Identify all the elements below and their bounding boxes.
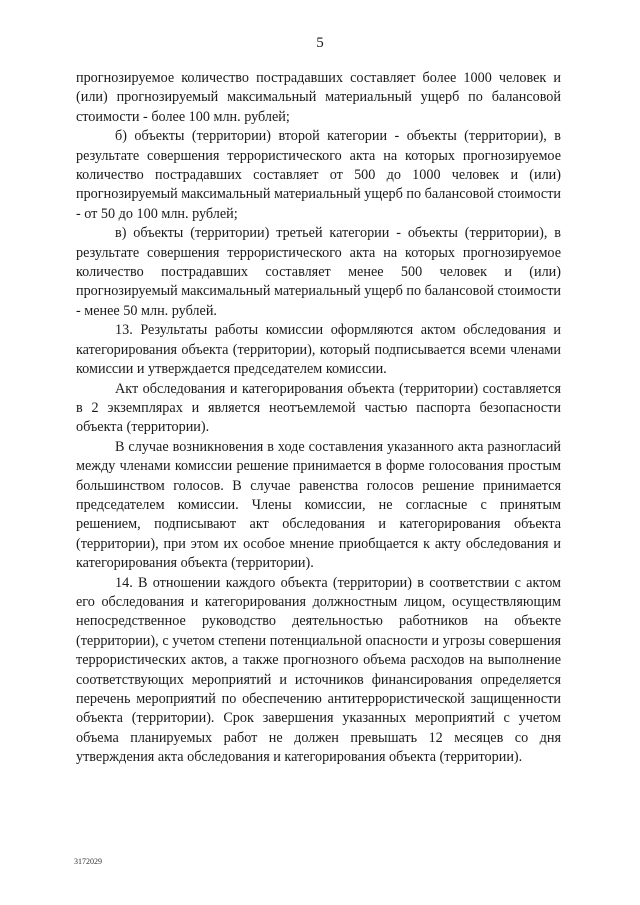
paragraph-category-2: б) объекты (территории) второй категории - объекты (территории), в результате совершения террористического акта на которых прогнозируемое количество пострадавших составляет от 500 до 1000 человек и (или) прогнозируемый максимальный материальный ущерб по балансовой стоимости - от 50 до 100 млн. рублей; [76,128,561,222]
paragraph-category-3: в) объекты (территории) третьей категории - объекты (территории), в результате совершения террористического акта на которых прогнозируемое количество пострадавших составляет менее 500 человек и (или) прогнозируемый максимальный материальный ущерб по балансовой стоимости - менее 50 млн. рублей. [76,225,561,319]
paragraph-item-14: 14. В отношении каждого объекта (территории) в соответствии с актом его обследования и категорирования должностным лицом, осуществляющим непосредственное руководство деятельностью работников на объекте (территории), с учетом степени потенциальной опасности и угрозы совершения террористических актов, а также прогнозного объема расходов на выполнение соответствующих мероприятий и источников финансирования определяется перечень мероприятий по обеспечению антитеррористической защищенности объекта (территории). Срок завершения указанных мероприятий с учетом объема планируемых работ не должен превышать 12 месяцев со дня утверждения акта обследования и категорирования объекта (территории). [76,574,561,766]
document-body [76,69,561,768]
paragraph-disagreements: В случае возникновения в ходе составления указанного акта разногласий между членами комиссии решение принимается в форме голосования простым большинством голосов. В случае равенства голосов решение принимается председателем комиссии. Члены комиссии, не согласные с принятым решением, подписывают акт обследования и категорирования объекта (территории), при этом их особое мнение приобщается к акту обследования и категорирования объекта (территории). [76,438,561,572]
document-code: 3172029 [74,857,102,866]
paragraph-item-13: 13. Результаты работы комиссии оформляются актом обследования и категорирования объекта (территории), который подписывается всеми членами комиссии и утверждается председателем комиссии. [76,322,561,378]
page-number: 5 [316,35,324,51]
paragraph-act-copies: Акт обследования и категорирования объекта (территории) составляется в 2 экземплярах и является неотъемлемой частью паспорта безопасности объекта (территории). [76,380,561,436]
paragraph-category-1-continuation: прогнозируемое количество пострадавших составляет более 1000 человек и (или) прогнозируемый максимальный материальный ущерб по балансовой стоимости - более 100 млн. рублей; [76,70,561,125]
